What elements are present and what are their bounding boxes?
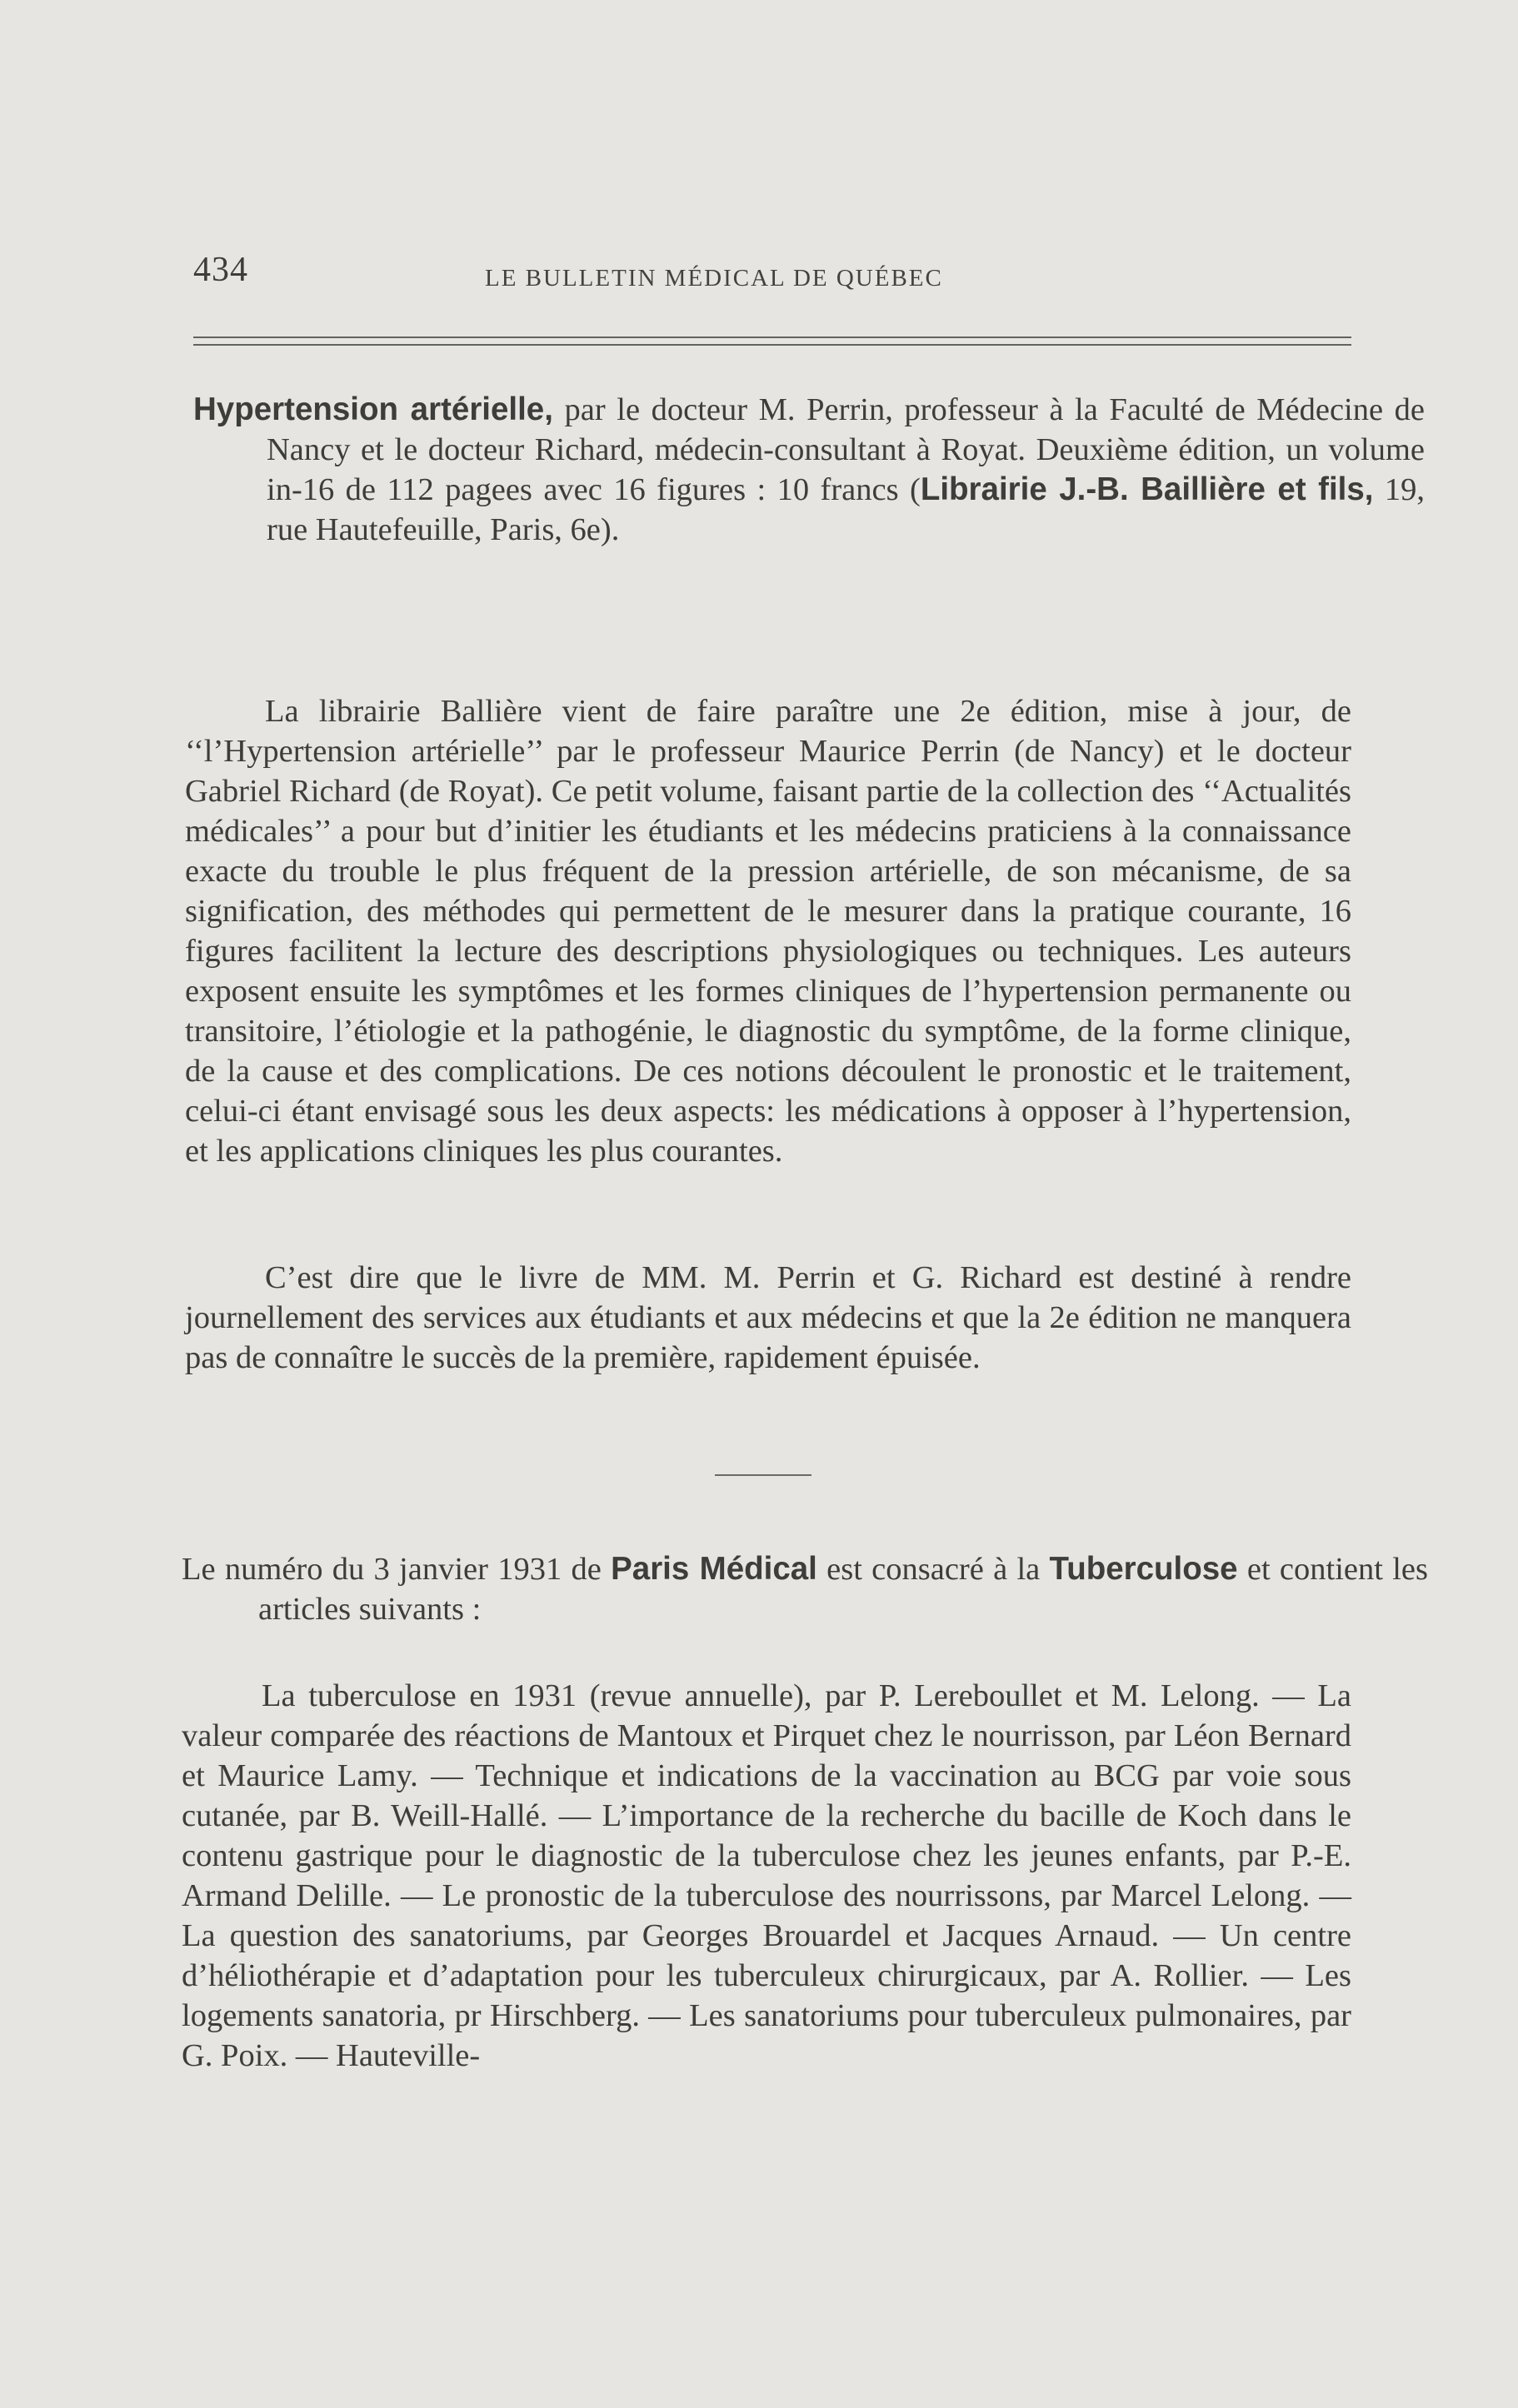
page-number: 434 <box>193 251 248 289</box>
book-publisher: Librairie J.-B. Baillière et fils, <box>920 471 1374 507</box>
announcement-topic: Tuberculose <box>1049 1551 1238 1587</box>
running-title: LE BULLETIN MÉDICAL DE QUÉBEC <box>485 265 943 292</box>
announcement-text-2: est consacré à la <box>816 1552 1050 1587</box>
book-title: Hypertension artérielle, <box>193 391 553 427</box>
review-paragraph-2 <box>185 1258 1351 1378</box>
articles-list-text: La tuberculose en 1931 (revue annuelle), par P. Lereboullet et M. Lelong. — La valeur comparée des réactions de Mantoux et Pirquet chez le nourrisson, par Léon Bernard et Maurice Lamy. — Technique et indications de la vaccination au BCG par voie sous cutanée, par B. Weill-Hallé. — L’importance de la recherche du bacille de Koch dans le contenu gastrique pour le diagnostic de la tuberculose chez les jeunes enfants, par P.-E. Armand Delille. — Le pronostic de la tuberculose des nourrissons, par Marcel Lelong. — La question des sanatoriums, par Georges Brouardel et Jacques Arnaud. — Un centre d’héliothérapie et d’adaptation pour les tuberculeux chirurgicaux, par A. Rollier. — Les logements sanatoria, pr Hirschberg. — Les sanatoriums pour tuberculeux pulmonaires, par G. Poix. — Hauteville- <box>182 1678 1351 2073</box>
review-paragraph-2-text: C’est dire que le livre de MM. M. Perrin et G. Richard est destiné à rendre journellement des services aux étudiants et aux médecins et que la 2e édition ne manquera pas de connaître le succès de la première, rapidement épuisée. <box>185 1260 1351 1375</box>
header-rule-top <box>193 337 1351 338</box>
book-entry-text-2: 19, rue Hautefeuille, Paris, 6e). <box>267 472 1426 547</box>
journal-name: Paris Médical <box>611 1551 817 1587</box>
book-entry <box>193 390 1425 550</box>
review-paragraph-1-text: La librairie Ballière vient de faire paraître une 2e édition, mise à jour, de ‘‘l’Hypertension artérielle’’ par le professeur Maurice Perrin (de Nancy) et le docteur Gabriel Richard (de Royat). Ce petit volume, faisant partie de la collection des ‘‘Actualités médicales’’ a pour but d’initier les étudiants et les médecins praticiens à la connaissance exacte du trouble le plus fréquent de la pression artérielle, de son mécanisme, de sa signification, des méthodes qui permettent de le mesurer dans la pratique courante, 16 figures facilitent la lecture des descriptions physiologiques ou techniques. Les auteurs exposent ensuite les symptômes et les formes cliniques de l’hypertension permanente ou transitoire, l’étiologie et la pathogénie, le diagnostic du symptôme, de la forme clinique, de la cause et des complications. De ces notions découlent le pronostic et le traitement, celui-ci étant envisagé sous les deux aspects: les médications à opposer à l’hypertension, et les applications cliniques les plus courantes. <box>185 694 1351 1169</box>
review-paragraph-1 <box>185 691 1351 1171</box>
announcement-text-1: Le numéro du 3 janvier 1931 de <box>182 1552 612 1587</box>
header-rule-bottom <box>193 344 1351 346</box>
announcement-text-3: et contient les articles suivants : <box>258 1552 1428 1627</box>
announcement <box>182 1549 1428 1629</box>
articles-list-paragraph <box>182 1676 1351 2076</box>
section-divider <box>715 1474 811 1476</box>
book-entry-text-1: par le docteur M. Perrin, professeur à la Faculté de Médecine de Nancy et le docteur Richard, médecin-consultant à Royat. Deuxième édition, un volume in-16 de 112 pagees avec 16 figures : 10 francs ( <box>267 392 1425 507</box>
